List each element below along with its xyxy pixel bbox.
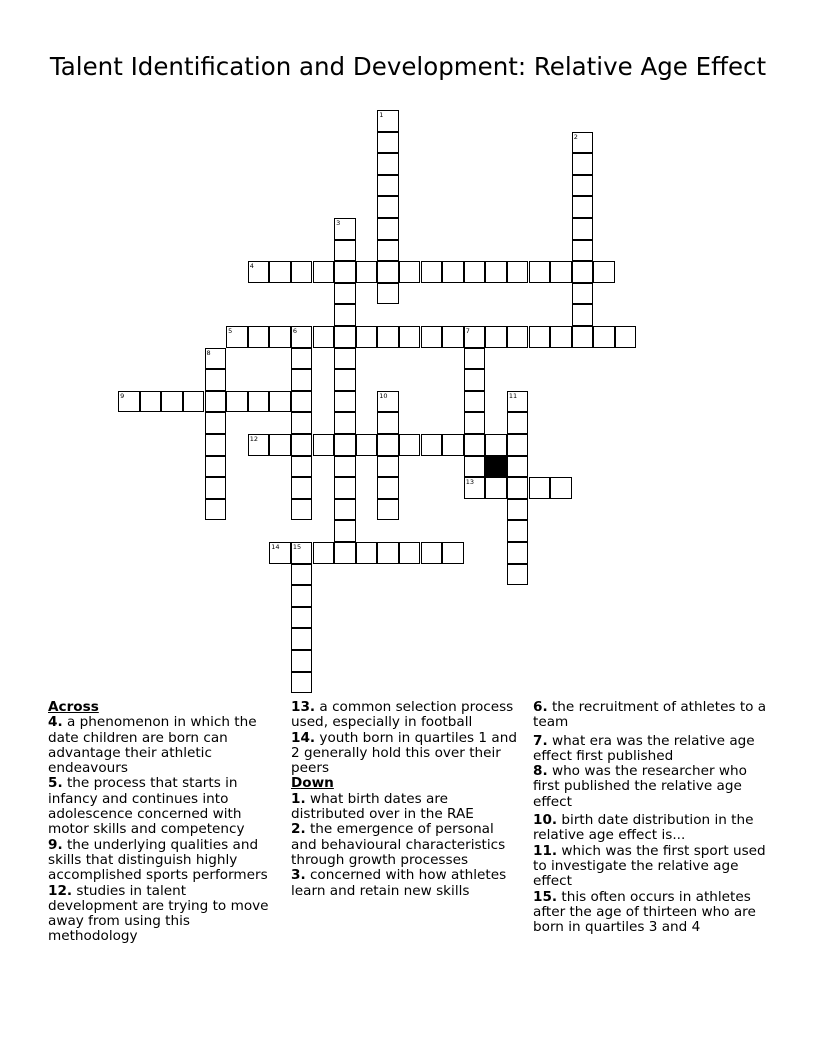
grid-cell[interactable] bbox=[593, 326, 615, 348]
grid-cell[interactable] bbox=[550, 477, 572, 499]
grid-cell[interactable] bbox=[572, 153, 594, 175]
grid-cell[interactable] bbox=[485, 477, 507, 499]
grid-cell[interactable] bbox=[442, 326, 464, 348]
clue-number-label: 8 bbox=[206, 348, 211, 357]
grid-cell[interactable] bbox=[291, 672, 313, 694]
clue-column-1 bbox=[48, 700, 280, 945]
clue-down-2[interactable] bbox=[291, 822, 523, 868]
grid-cell[interactable] bbox=[572, 326, 594, 348]
grid-cell[interactable] bbox=[161, 391, 183, 413]
grid-cell[interactable] bbox=[377, 391, 399, 413]
grid-cell[interactable] bbox=[464, 412, 486, 434]
grid-cell[interactable] bbox=[572, 240, 594, 262]
grid-cell[interactable] bbox=[529, 477, 551, 499]
grid-cell[interactable] bbox=[205, 499, 227, 521]
grid-cell[interactable] bbox=[140, 391, 162, 413]
grid-cell[interactable] bbox=[269, 391, 291, 413]
grid-cell[interactable] bbox=[291, 564, 313, 586]
grid-cell[interactable] bbox=[291, 585, 313, 607]
clue-number: 14. bbox=[291, 729, 316, 746]
grid-cell[interactable] bbox=[334, 412, 356, 434]
clue-number-label: 11 bbox=[508, 391, 518, 400]
grid-cell[interactable] bbox=[377, 434, 399, 456]
clue-text: birth date distribution in the relative age effect is... bbox=[533, 812, 754, 844]
grid-cell[interactable] bbox=[226, 326, 248, 348]
clue-number: 11. bbox=[533, 842, 558, 859]
clue-down-8[interactable] bbox=[533, 764, 773, 810]
grid-cell[interactable] bbox=[291, 542, 313, 564]
grid-cell[interactable] bbox=[356, 261, 378, 283]
grid-cell[interactable] bbox=[334, 261, 356, 283]
clue-number-label: 7 bbox=[465, 327, 470, 335]
clue-down-7[interactable] bbox=[533, 734, 773, 765]
clue-number: 5. bbox=[48, 775, 63, 792]
grid-cell[interactable] bbox=[529, 261, 551, 283]
grid-cell[interactable] bbox=[377, 132, 399, 154]
grid-cell[interactable] bbox=[334, 283, 356, 305]
grid-cell[interactable] bbox=[550, 261, 572, 283]
grid-cell[interactable] bbox=[421, 434, 443, 456]
clue-number-label: 5 bbox=[228, 327, 233, 335]
grid-cell[interactable] bbox=[399, 434, 421, 456]
grid-cell[interactable] bbox=[334, 218, 356, 240]
grid-cell[interactable] bbox=[442, 434, 464, 456]
grid-cell[interactable] bbox=[507, 542, 529, 564]
clue-text: the underlying qualities and skills that distinguish highly accomplished sports performers bbox=[48, 836, 268, 884]
grid-cell[interactable] bbox=[615, 326, 637, 348]
clue-number-label: 10 bbox=[379, 391, 388, 400]
grid-cell[interactable] bbox=[442, 261, 464, 283]
clue-across-14[interactable] bbox=[291, 731, 523, 777]
grid-cell[interactable] bbox=[291, 434, 313, 456]
grid-cell[interactable] bbox=[356, 542, 378, 564]
grid-cell[interactable] bbox=[334, 499, 356, 521]
grid-cell[interactable] bbox=[291, 412, 313, 434]
grid-cell[interactable] bbox=[507, 391, 529, 413]
grid-cell[interactable] bbox=[377, 456, 399, 478]
grid-cell[interactable] bbox=[291, 348, 313, 370]
clue-text: youth born in quartiles 1 and 2 generally hold this over their peers bbox=[291, 729, 517, 777]
grid-cell[interactable] bbox=[291, 499, 313, 521]
grid-cell[interactable] bbox=[291, 607, 313, 629]
grid-cell[interactable] bbox=[205, 348, 227, 370]
grid-cell[interactable] bbox=[334, 520, 356, 542]
clue-number-label: 1 bbox=[379, 111, 384, 119]
grid-cell[interactable] bbox=[507, 261, 529, 283]
clue-number-label: 15 bbox=[292, 543, 302, 551]
grid-cell[interactable] bbox=[334, 391, 356, 413]
grid-cell[interactable] bbox=[464, 261, 486, 283]
grid-cell[interactable] bbox=[399, 261, 421, 283]
black-square bbox=[485, 456, 507, 478]
grid-cell[interactable] bbox=[248, 261, 270, 283]
clue-text: a common selection process used, especially in football bbox=[291, 699, 514, 731]
clue-across-12[interactable] bbox=[48, 884, 280, 945]
clue-down-15[interactable] bbox=[533, 890, 773, 936]
grid-cell[interactable] bbox=[118, 391, 140, 413]
grid-cell[interactable] bbox=[291, 477, 313, 499]
grid-cell[interactable] bbox=[377, 240, 399, 262]
grid-cell[interactable] bbox=[334, 304, 356, 326]
grid-cell[interactable] bbox=[421, 326, 443, 348]
grid-cell[interactable] bbox=[334, 477, 356, 499]
grid-cell[interactable] bbox=[291, 628, 313, 650]
grid-cell[interactable] bbox=[291, 326, 313, 348]
clue-down-11[interactable] bbox=[533, 844, 773, 890]
clue-across-9[interactable] bbox=[48, 838, 280, 884]
clue-text: who was the researcher who first published the relative age effect bbox=[533, 763, 747, 810]
grid-cell[interactable] bbox=[572, 218, 594, 240]
grid-cell[interactable] bbox=[377, 110, 399, 132]
clue-number-label: 4 bbox=[249, 262, 254, 271]
grid-cell[interactable] bbox=[334, 348, 356, 370]
clue-text: the process that starts in infancy and continues into adolescence concerned with motor skills and competency bbox=[48, 775, 245, 838]
grid-cell[interactable] bbox=[377, 153, 399, 175]
grid-cell[interactable] bbox=[572, 283, 594, 305]
clue-number: 12. bbox=[48, 882, 73, 899]
grid-cell[interactable] bbox=[377, 218, 399, 240]
grid-cell[interactable] bbox=[593, 261, 615, 283]
grid-cell[interactable] bbox=[507, 412, 529, 434]
clue-number-label: 2 bbox=[573, 132, 578, 141]
clue-text: studies in talent development are trying to move away from using this methodology bbox=[48, 882, 269, 945]
grid-cell[interactable] bbox=[572, 175, 594, 197]
grid-cell[interactable] bbox=[464, 434, 486, 456]
grid-cell[interactable] bbox=[572, 132, 594, 154]
grid-cell[interactable] bbox=[334, 240, 356, 262]
grid-cell[interactable] bbox=[205, 391, 227, 413]
grid-cell[interactable] bbox=[572, 261, 594, 283]
clue-down-6[interactable] bbox=[533, 700, 773, 731]
across-heading: Across bbox=[48, 699, 99, 715]
clue-text: what birth dates are distributed over in the RAE bbox=[291, 790, 474, 823]
clue-text: the emergence of personal and behavioural characteristics through growth processes bbox=[291, 821, 506, 868]
grid-cell[interactable] bbox=[291, 650, 313, 672]
grid-cell[interactable] bbox=[334, 326, 356, 348]
grid-cell[interactable] bbox=[248, 326, 270, 348]
grid-cell[interactable] bbox=[507, 456, 529, 478]
clue-across-4[interactable] bbox=[48, 715, 280, 776]
grid-cell[interactable] bbox=[291, 456, 313, 478]
grid-cell[interactable] bbox=[291, 369, 313, 391]
clue-number: 15. bbox=[533, 888, 558, 905]
grid-cell[interactable] bbox=[464, 456, 486, 478]
grid-cell[interactable] bbox=[334, 542, 356, 564]
grid-cell[interactable] bbox=[205, 412, 227, 434]
grid-cell[interactable] bbox=[313, 326, 335, 348]
clue-number-label: 6 bbox=[292, 327, 298, 335]
clue-across-5[interactable] bbox=[48, 776, 280, 837]
grid-cell[interactable] bbox=[377, 542, 399, 564]
grid-cell[interactable] bbox=[572, 304, 594, 326]
grid-cell[interactable] bbox=[356, 326, 378, 348]
grid-cell[interactable] bbox=[356, 434, 378, 456]
clue-column-3 bbox=[533, 700, 773, 935]
grid-cell[interactable] bbox=[550, 326, 572, 348]
grid-cell[interactable] bbox=[291, 391, 313, 413]
grid-cell[interactable] bbox=[313, 434, 335, 456]
grid-cell[interactable] bbox=[313, 261, 335, 283]
clue-number: 1. bbox=[291, 790, 306, 807]
clue-column-2 bbox=[291, 700, 523, 899]
clue-number: 7. bbox=[533, 732, 548, 749]
grid-cell[interactable] bbox=[377, 261, 399, 283]
clue-number: 9. bbox=[48, 836, 63, 853]
grid-cell[interactable] bbox=[334, 434, 356, 456]
grid-cell[interactable] bbox=[334, 456, 356, 478]
clue-text: concerned with how athletes learn and retain new skills bbox=[291, 867, 507, 899]
grid-cell[interactable] bbox=[313, 542, 335, 564]
grid-cell[interactable] bbox=[205, 477, 227, 499]
grid-cell[interactable] bbox=[464, 477, 486, 499]
grid-cell[interactable] bbox=[269, 261, 291, 283]
clue-text: the recruitment of athletes to a team bbox=[533, 699, 767, 731]
grid-cell[interactable] bbox=[205, 456, 227, 478]
grid-cell[interactable] bbox=[248, 434, 270, 456]
grid-cell[interactable] bbox=[291, 261, 313, 283]
clue-number-label: 3 bbox=[336, 219, 341, 227]
grid-cell[interactable] bbox=[377, 412, 399, 434]
clue-number: 4. bbox=[48, 714, 63, 731]
clue-down-3[interactable] bbox=[291, 868, 523, 899]
grid-cell[interactable] bbox=[269, 542, 291, 564]
grid-cell[interactable] bbox=[205, 369, 227, 391]
clue-text: what era was the relative age effect first published bbox=[533, 732, 755, 764]
clue-down-1[interactable] bbox=[291, 792, 523, 823]
clue-number: 13. bbox=[291, 699, 316, 715]
grid-cell[interactable] bbox=[464, 348, 486, 370]
grid-cell[interactable] bbox=[507, 499, 529, 521]
grid-cell[interactable] bbox=[399, 326, 421, 348]
clue-number: 2. bbox=[291, 821, 306, 838]
clue-across-13[interactable] bbox=[291, 700, 523, 731]
grid-cell[interactable] bbox=[507, 434, 529, 456]
clue-text: this often occurs in athletes after the age of thirteen who are born in quartiles 3 and 4 bbox=[533, 888, 756, 936]
clue-text: which was the first sport used to investigate the relative age effect bbox=[533, 842, 766, 890]
grid-cell[interactable] bbox=[334, 369, 356, 391]
grid-cell[interactable] bbox=[421, 261, 443, 283]
grid-cell[interactable] bbox=[183, 391, 205, 413]
clue-number-label: 9 bbox=[120, 391, 125, 400]
clue-number: 10. bbox=[533, 812, 558, 829]
grid-cell[interactable] bbox=[507, 564, 529, 586]
grid-cell[interactable] bbox=[377, 499, 399, 521]
grid-cell[interactable] bbox=[377, 175, 399, 197]
clue-text: a phenomenon in which the date children are born can advantage their athletic endeavours bbox=[48, 714, 257, 777]
grid-cell[interactable] bbox=[205, 434, 227, 456]
grid-cell[interactable] bbox=[226, 391, 248, 413]
grid-cell[interactable] bbox=[507, 477, 529, 499]
grid-cell[interactable] bbox=[377, 477, 399, 499]
grid-cell[interactable] bbox=[507, 326, 529, 348]
grid-cell[interactable] bbox=[377, 283, 399, 305]
grid-cell[interactable] bbox=[464, 391, 486, 413]
clue-number: 3. bbox=[291, 867, 306, 884]
grid-cell[interactable] bbox=[442, 542, 464, 564]
clue-down-10[interactable] bbox=[533, 813, 773, 844]
grid-cell[interactable] bbox=[485, 261, 507, 283]
clue-number: 6. bbox=[533, 699, 548, 715]
grid-cell[interactable] bbox=[269, 434, 291, 456]
grid-cell[interactable] bbox=[399, 542, 421, 564]
grid-cell[interactable] bbox=[507, 520, 529, 542]
clue-number-label: 12 bbox=[249, 435, 258, 443]
grid-cell[interactable] bbox=[464, 326, 486, 348]
page-title: Talent Identification and Development: Relative Age Effect bbox=[49, 52, 767, 81]
grid-cell[interactable] bbox=[377, 326, 399, 348]
grid-cell[interactable] bbox=[377, 196, 399, 218]
clue-number-label: 13 bbox=[465, 478, 474, 487]
grid-cell[interactable] bbox=[485, 326, 507, 348]
grid-cell[interactable] bbox=[248, 391, 270, 413]
grid-cell[interactable] bbox=[269, 326, 291, 348]
clue-number-label: 14 bbox=[271, 543, 280, 551]
grid-cell[interactable] bbox=[421, 542, 443, 564]
grid-cell[interactable] bbox=[485, 434, 507, 456]
down-heading: Down bbox=[291, 775, 334, 792]
clue-number: 8. bbox=[533, 763, 548, 780]
grid-cell[interactable] bbox=[529, 326, 551, 348]
grid-cell[interactable] bbox=[464, 369, 486, 391]
grid-cell[interactable] bbox=[572, 196, 594, 218]
